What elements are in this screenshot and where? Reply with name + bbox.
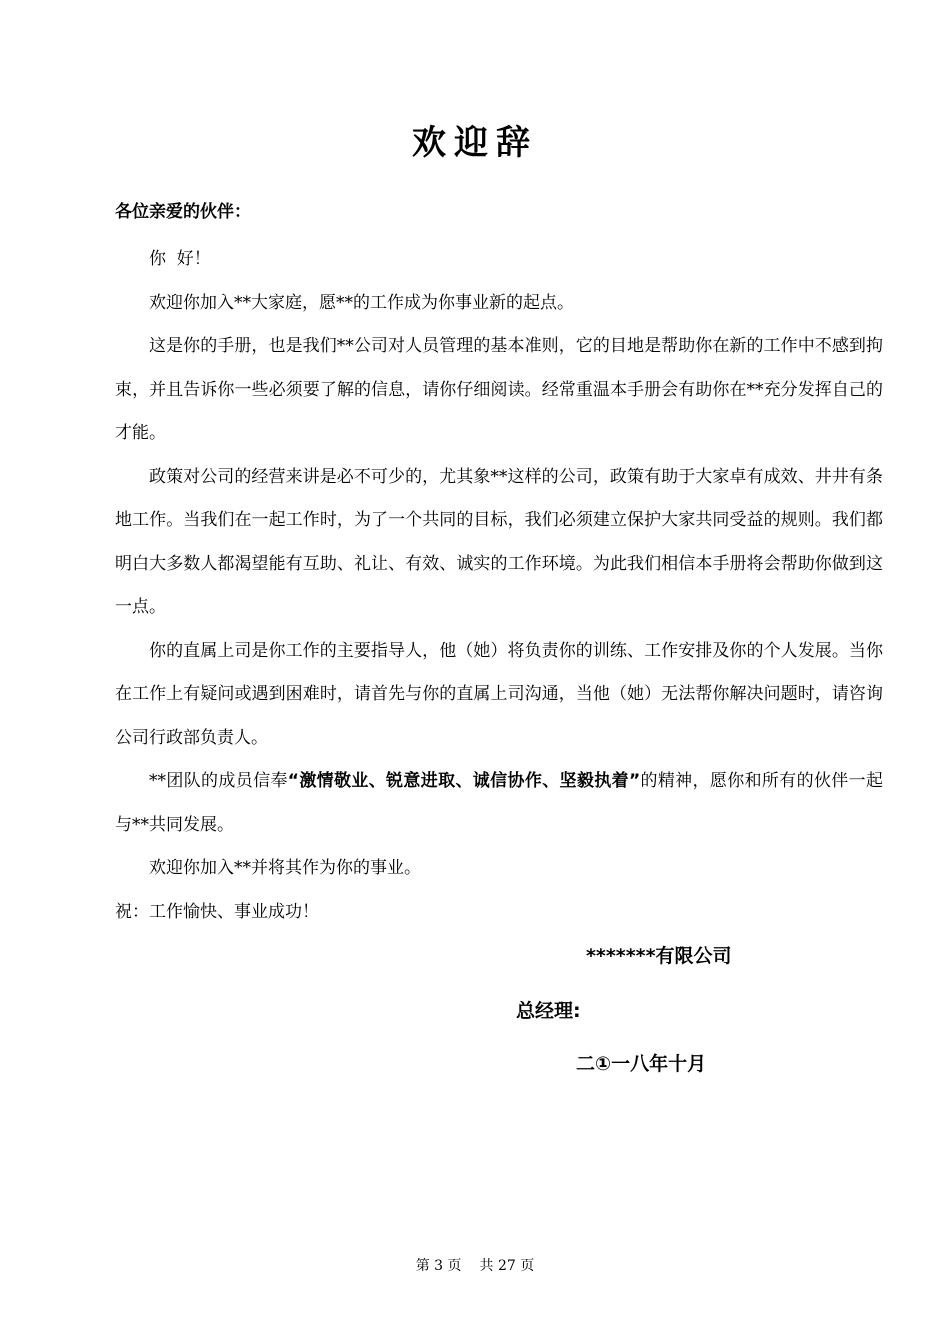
greeting-paragraph: 你 好！ — [149, 249, 211, 269]
welcome-paragraph: 欢迎你加入**大家庭，愿**的工作成为你事业新的起点。 — [149, 292, 574, 313]
team-spirit-prefix: **团队的成员信奉 — [149, 771, 288, 791]
signature-date: 二①一八年十月 — [576, 1053, 707, 1075]
career-paragraph: 欢迎你加入**并将其作为你的事业。 — [149, 858, 421, 878]
team-spirit-paragraph — [115, 760, 883, 847]
page-total: 共 27 页 — [479, 1258, 535, 1274]
company-motto: “激情敬业、锐意进取、诚信协作、坚毅执着” — [287, 771, 641, 791]
signature-manager: 总经理: — [516, 1000, 581, 1022]
closing-wish: 祝：工作愉快、事业成功！ — [115, 901, 319, 922]
salutation: 各位亲爱的伙伴： — [115, 202, 251, 222]
page-title: 欢迎辞 — [412, 123, 538, 163]
page-number: 第 3 页 — [415, 1258, 462, 1274]
handbook-paragraph: 这是你的手册，也是我们**公司对人员管理的基本准则，它的目地是帮助你在新的工作中不感到拘束，并且告诉你一些必须要了解的信息，请你仔细阅读。经常重温本手册会有助你在**充分发挥自己的才能。 — [115, 336, 883, 443]
policy-paragraph: 政策对公司的经营来讲是必不可少的，尤其象**这样的公司，政策有助于大家卓有成效、井井有条地工作。当我们在一起工作时，为了一个共同的目标，我们必须建立保护大家共同受益的规则。我们都明白大多数人都渴望能有互助、礼让、有效、诚实的工作环境。为此我们相信本手册将会帮助你做到这一点。 — [115, 466, 883, 617]
signature-company: *******有限公司 — [586, 945, 732, 967]
page-footer — [0, 1256, 950, 1276]
team-spirit-suffix: 的精神，愿你和所有的伙伴一起与**共同发展。 — [115, 771, 884, 835]
supervisor-paragraph: 你的直属上司是你工作的主要指导人，他（她）将负责你的训练、工作安排及你的个人发展。当你在工作上有疑问或遇到困难时，请首先与你的直属上司沟通，当他（她）无法帮你解决问题时，请咨询公司行政部负责人。 — [115, 640, 883, 748]
letter-body — [115, 238, 883, 934]
